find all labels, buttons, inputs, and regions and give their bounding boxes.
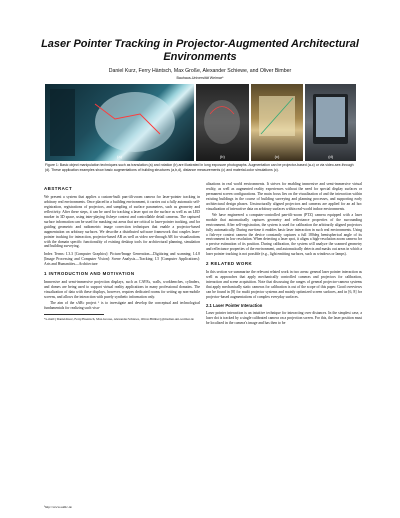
related-work-heading: 2 RELATED WORK — [206, 261, 253, 267]
paper-title: Laser Pointer Tracking in Projector-Augmented Architectural Environments — [41, 38, 359, 63]
intro-paragraph: Immersive and semi-immersive projection displays, such as CAVEs, walls, workbenches, cylinders, and domes are being used to support virtual reality applications in many professional domains. The visualization of data with these displays, however, requires dedicated rooms for setting up non-mobile screens, and allows the interaction with purely synthetic information only. — [44, 280, 200, 300]
subsection-heading: 2.1 Laser Pointer Interaction — [206, 302, 263, 308]
figure-panel-a — [45, 84, 194, 161]
body-paragraph: In this section we summarize the relevant related work in two areas: general laser pointer interaction as well as approaches that apply mechanically controlled cameras and projectors for calibration, interaction and scene acquisition. Note that discussing the ranges of general projector-camera systems that apply mechanically static cameras for calibration is out of the scope of this paper. Good overviews can be found in [8] for multi projector systems and mainly optimized screen surfaces, and in [6, 8] for projector-based augmentations of complex everyday surfaces. — [206, 270, 362, 300]
email-footnote: *e-mail:{Daniel.Kurz, Ferry.Haentsch, Max.Grosse, Alexander.Schiewe, Oliver.Bimber}@medien.uni-weimar.de — [44, 316, 194, 321]
intro-paragraph: The aim of the sARc project ¹ is to investigate and develop the conceptual and technological fundamentals for realizing such visu- — [44, 301, 200, 311]
long-exposure-photo — [45, 84, 194, 161]
figure-panel-d — [305, 84, 356, 161]
panel-label: (d) — [328, 154, 334, 159]
abstract-text: We present a system that applies a custom-built pan-tilt-zoom camera for laser-pointer tracking in arbitrary real environments. Once placed in a building environment, it carries out a fully automatic self-registration, registrations of projectors, and sampling of surface parameters, such as geometry and reflectivity. After these steps, it can be used for tracking a laser spot on the surface as well as an LED marker in 3D space, using inter-playing fisheye context and controllable detail cameras. The captured surface information can be used for masking out areas that are critical to laser-pointer tracking, and for guiding geometric and radiometric image correction techniques that enable a projector-based augmentation on arbitrary surfaces. We describe a distributed software framework that couples laser-pointer tracking for interaction, projector-based AR as well as video see-through AR for visualizations with the domain specific functionality of existing desktop tools for architectural planning, simulation and building surveying. — [44, 194, 200, 249]
panel-label: (c) — [274, 154, 280, 159]
affiliation: Bauhaus-Universität Weimar* — [176, 76, 224, 80]
body-paragraph: We have engineered a computer-controlled pan-tilt-zoom (PTZ) camera equipped with a laser module that automatically captures geometry and reflectance properties of the surrounding environment. After self-registration, the system is used for calibration the arbitrarily aligned projectors fully automatically. During run-time it enables basic laser interaction in such real environments. Using a fish-eye context camera the device constantly captures a full 180deg hemispherical angle of its environment in low resolution. When detecting a laser spot, it aligns a high-resolution zoom camera for a precise estimation of its position. During calibration, the system will analyze the scanned geometry and reflectance properties of the environment, and automatically detects and masks out areas in which a laser pointer tracking is not possible (e.g., light emitting surfaces, such as windows or lamps). — [206, 212, 362, 257]
rotation-photo — [196, 84, 249, 161]
index-terms: Index Terms: I.3.3 [Computer Graphics]: Picture/Image Generation—Digitizing and scanning; I.4.8 [Image Processing and Computer Vision]: Scene Analysis—Tracking; I.5 [Computer Applications]: Arts and Humanities—Architecture — [44, 252, 200, 267]
figure-caption: Figure 1: Basic object manipulation techniques such as translation (a) and rotation (b) are illustrated in long exposure photographs. Augmentation can be projector-based (a-c) or via video-see-through (d). These application examples show basic augmentations of building structures (a,b,d), distance measurements (c) and material-color simulations (c). — [45, 163, 354, 172]
body-paragraph: Laser pointer interaction is an intuitive technique for interacting over distances. In the simplest case, a laser dot is tracked by a single calibrated camera on a projection screen. For this, the laser position must be localized in the camera's image and has then to be — [206, 310, 362, 325]
right-column — [206, 182, 362, 327]
measurement-photo — [251, 84, 304, 161]
figure-panel-b — [196, 84, 249, 161]
abstract-heading: ABSTRACT — [44, 186, 73, 191]
url-footnote: ¹http://www.sARc.de — [44, 505, 72, 509]
video-see-through-photo — [305, 84, 356, 161]
body-paragraph: alizations in real world environments. It strives for enabling immersive and semi-immersive virtual reality, as well as augmented reality experiences without the need for special display surfaces or permanent screen configurations. The main focus lies on the visualization of and the interaction within existing buildings in the course of building surveying and planning processes, and supporting early architectural design phases. Unstructurally aligned projectors and cameras are applied for an ad hoc visualization of interactive data on arbitrary surfaces within real-world indoor environments. — [206, 182, 362, 211]
figure-panel-c — [251, 84, 304, 161]
panel-label: (b) — [219, 154, 225, 159]
authors: Daniel Kurz, Ferry Häntsch, Max Große, Alexander Schiewe, and Oliver Bimber — [108, 68, 292, 74]
left-column — [44, 182, 200, 321]
teaser-figure — [45, 84, 356, 161]
footnote-rule — [44, 314, 104, 315]
intro-heading: 1 INTRODUCTION AND MOTIVATION — [44, 271, 135, 277]
panel-label: (a) — [117, 154, 122, 159]
